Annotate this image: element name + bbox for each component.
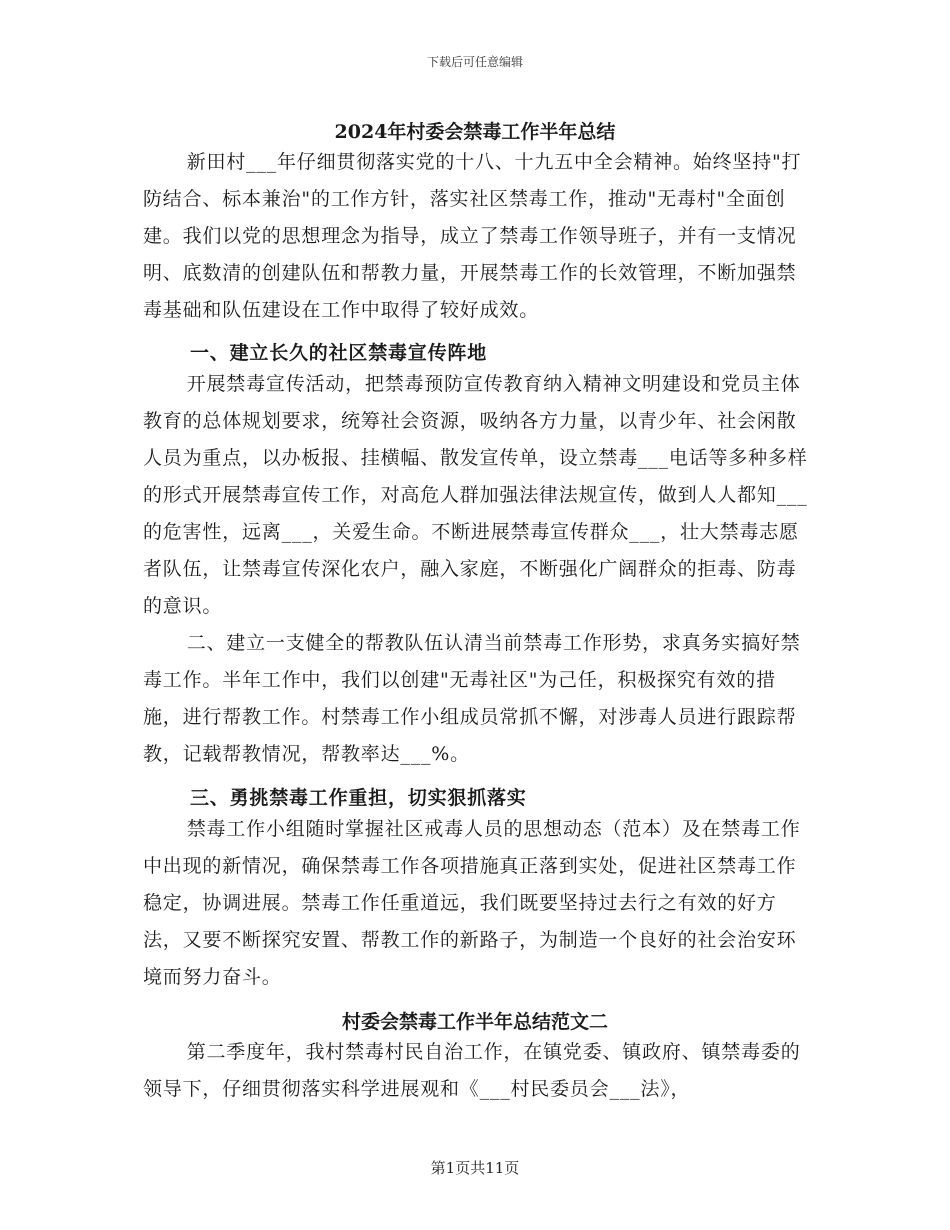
second-intro-paragraph: 第二季度年，我村禁毒村民自治工作，在镇党委、镇政府、镇禁毒委的领导下，仔细贯彻落实科学进展观和《___村民委员会___法》，: [143, 1041, 801, 1100]
header-note: 下载后可任意编辑: [426, 55, 523, 69]
section-3-paragraph: 禁毒工作小组随时掌握社区戒毒人员的思想动态（范本）及在禁毒工作中出现的新情况，确保禁毒工作各项措施真正落到实处，促进社区禁毒工作稳定，协调进展。禁毒工作任重道远，我们既要坚持过去行之有效的好方法，又要不断探究安置、帮教工作的新路子，为制造一个良好的社会治安环境而努力奋斗。: [143, 818, 801, 988]
section-heading-1: 一、建立长久的社区禁毒宣传阵地: [190, 342, 488, 364]
section-1-paragraph: 开展禁毒宣传活动，把禁毒预防宣传教育纳入精神文明建设和党员主体教育的总体规划要求，统筹社会资源，吸纳各方力量，以青少年、社会闲散人员为重点，以办板报、挂横幅、散发宣传单，设立禁毒___电话等多种多样的形式开展禁毒宣传工作，对高危人群加强法律法规宣传，做到人人都知___的危害性，远离___，关爱生命。不断进展禁毒宣传群众___，壮大禁毒志愿者队伍，让禁毒宣传深化农户，融入家庭，不断强化广阔群众的拒毒、防毒的意识。: [143, 373, 808, 617]
document-title: 2024年村委会禁毒工作半年总结: [334, 121, 616, 143]
section-2-paragraph: 二、建立一支健全的帮教队伍认清当前禁毒工作形势，求真务实搞好禁毒工作。半年工作中，我们以创建"无毒社区"为己任，积极探究有效的措施，进行帮教工作。村禁毒工作小组成员常抓不懈，对涉毒人员进行跟踪帮教，记载帮教情况，帮教率达___%。: [143, 632, 801, 765]
intro-paragraph: 新田村___年仔细贯彻落实党的十八、十九五中全会精神。始终坚持"打防结合、标本兼治"的工作方针，落实社区禁毒工作，推动"无毒村"全面创建。我们以党的思想理念为指导，成立了禁毒工作领导班子，并有一支情况明、底数清的创建队伍和帮教力量，开展禁毒工作的长效管理，不断加强禁毒基础和队伍建设在工作中取得了较好成效。: [143, 151, 802, 321]
second-title: 村委会禁毒工作半年总结范文二: [341, 1011, 608, 1033]
section-heading-3: 三、勇挑禁毒工作重担，切实狠抓落实: [190, 787, 527, 809]
page-footer: 第1页共11页: [430, 1159, 520, 1177]
